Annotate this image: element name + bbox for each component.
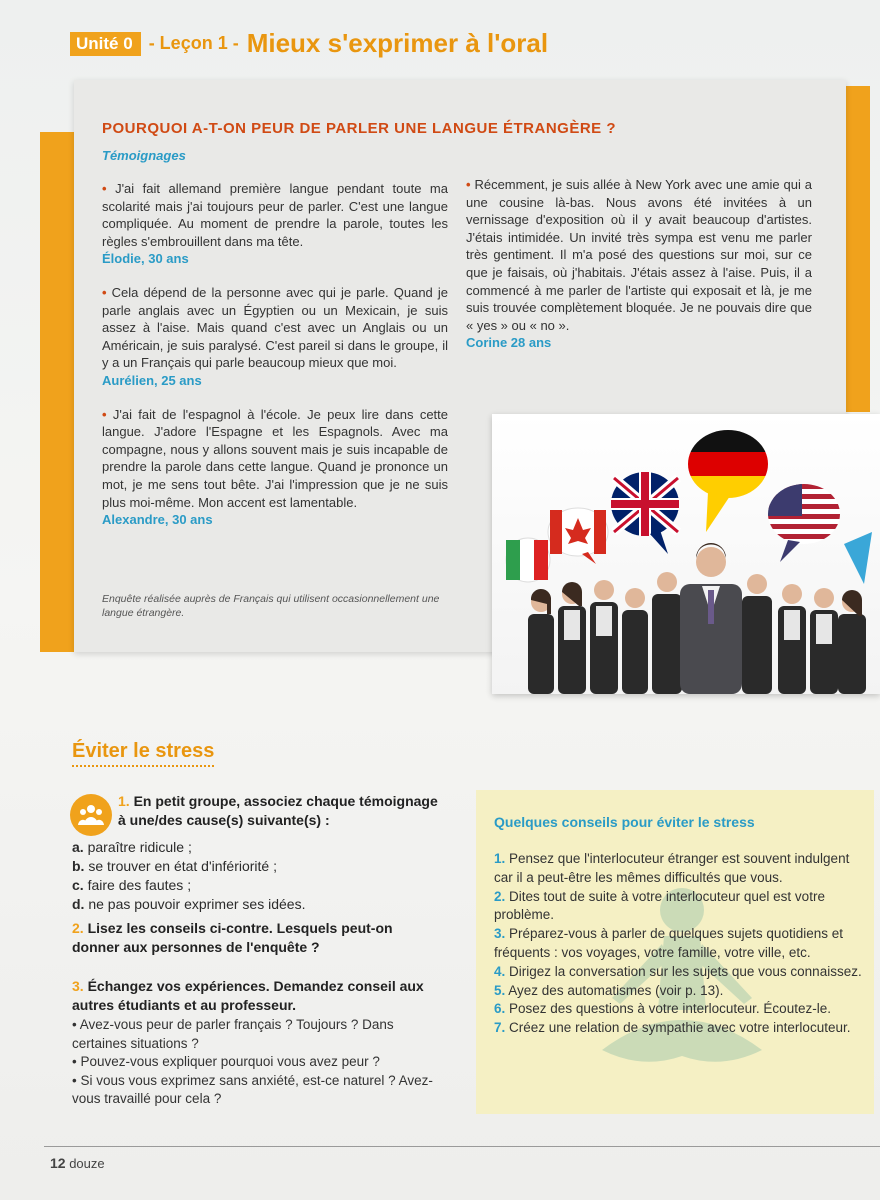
question-number: 2. [72, 920, 84, 936]
testimony-author: Élodie, 30 ans [102, 251, 189, 267]
card-subtitle: Témoignages [102, 148, 186, 163]
option-letter: a. [72, 839, 84, 855]
cause-options [72, 838, 305, 914]
lesson-header [70, 28, 548, 59]
option-letter: d. [72, 896, 85, 912]
question-text: En petit groupe, associez chaque témoignage à une/des cause(s) suivante(s) : [118, 793, 438, 828]
option-item [72, 876, 305, 895]
option-text: se trouver en état d'infériorité ; [88, 858, 278, 874]
bullet-icon: • [466, 177, 471, 192]
uk-flag-bubble-icon [611, 472, 679, 554]
question-3 [72, 977, 442, 1015]
tip-number: 2. [494, 888, 506, 904]
testimony-text: J'ai fait de l'espagnol à l'école. Je peux lire dans cette langue. J'adore l'Espagne et les Espagnols. Avec ma compagne, nous y allons souvent mais je suis incapable de prendre la parole dans cette langue. Quand je prononce un mot, je me sens tout bête. J'ai l'impression que je ne suis plus moi-même. Mon accent est lamentable. [102, 406, 448, 510]
option-item [72, 838, 305, 857]
unit-badge: Unité 0 [70, 32, 141, 56]
tip-number: 5. [494, 982, 506, 998]
question-text: Échangez vos expériences. Demandez conseil aux autres étudiants et au professeur. [72, 978, 424, 1013]
bullet-icon: • [102, 181, 107, 196]
testimony [102, 180, 448, 268]
testimony-author: Aurélien, 25 ans [102, 372, 202, 388]
testimony [102, 406, 448, 529]
footer-divider [44, 1146, 880, 1147]
tip-item [494, 925, 870, 963]
question-number: 1. [118, 793, 130, 809]
testimonies-right-column [466, 176, 812, 368]
page-title: Mieux s'exprimer à l'oral [246, 28, 549, 58]
option-text: faire des fautes ; [87, 877, 192, 893]
tip-item [494, 982, 870, 1001]
business-people-flags-photo [492, 414, 880, 694]
testimony-author: Alexandre, 30 ans [102, 512, 213, 528]
question-1 [118, 792, 448, 830]
italy-flag-bubble-icon [506, 538, 550, 582]
tip-number: 7. [494, 1020, 506, 1036]
option-text: ne pas pouvoir exprimer ses idées. [88, 896, 306, 912]
question-3-prompts [72, 1016, 442, 1109]
option-text: paraître ridicule ; [87, 839, 192, 855]
tip-text: Posez des questions à votre interlocuteur. Écoutez-le. [509, 1001, 831, 1017]
option-letter: b. [72, 858, 85, 874]
tips-title: Quelques conseils pour éviter le stress [494, 814, 755, 830]
page-footer [50, 1155, 105, 1171]
testimony [102, 284, 448, 390]
tip-item [494, 850, 870, 888]
tip-item [494, 1019, 870, 1038]
prompt-item: • Si vous vous exprimez sans anxiété, est-ce naturel ? Avez-vous travaillé pour cela ? [72, 1072, 433, 1106]
canada-flag-bubble-icon [548, 508, 608, 564]
tip-number: 3. [494, 926, 506, 942]
survey-note: Enquête réalisée auprès de Français qui utilisent occasionnellement une langue étrangère. [102, 593, 440, 619]
bullet-icon: • [102, 406, 107, 422]
usa-flag-bubble-icon [766, 482, 844, 562]
tip-number: 4. [494, 963, 506, 979]
tip-item [494, 963, 870, 982]
prompt-item: • Pouvez-vous expliquer pourquoi vous avez peur ? [72, 1054, 380, 1069]
card-title: POURQUOI A-T-ON PEUR DE PARLER UNE LANGUE ÉTRANGÈRE ? [102, 120, 617, 137]
tips-list [494, 850, 870, 1038]
tips-box [476, 790, 874, 1114]
tip-text: Ayez des automatismes (voir p. 13). [508, 982, 724, 998]
prompt-item: • Avez-vous peur de parler français ? Toujours ? Dans certaines situations ? [72, 1017, 394, 1051]
page-number: 12 [50, 1155, 66, 1171]
tip-item [494, 1000, 870, 1019]
tip-text: Préparez-vous à parler de quelques sujets quotidiens et fréquents : vos voyages, votre famille, votre ville, etc. [494, 926, 843, 960]
tip-text: Pensez que l'interlocuteur étranger est souvent indulgent car il a peut-être les mêmes difficultés que vous. [494, 851, 850, 885]
bullet-icon: • [102, 284, 107, 300]
testimony-text: J'ai fait allemand première langue pendant toute ma scolarité mais j'ai toujours peur de parler. C'est une langue compliquée. Au moment de prendre la parole, toutes les règles s'embrouillent dans ma tête. [102, 181, 448, 249]
blue-bubble-icon [844, 532, 872, 584]
tip-text: Dites tout de suite à votre interlocuteur quel est votre problème. [494, 888, 825, 923]
tip-item [494, 888, 870, 926]
testimonies-left-column [102, 180, 448, 545]
option-item [72, 857, 305, 876]
lesson-label: - Leçon 1 - [148, 33, 239, 53]
question-2 [72, 919, 432, 957]
tip-number: 1. [494, 851, 506, 866]
option-letter: c. [72, 877, 84, 893]
tip-text: Dirigez la conversation sur les sujets que vous connaissez. [509, 963, 862, 979]
testimony-author: Corine 28 ans [466, 335, 552, 351]
germany-flag-bubble-icon [686, 428, 770, 532]
business-people-group [528, 543, 866, 694]
testimony-text: Récemment, je suis allée à New York avec une amie qui a une cousine là-bas. Nous avons été invitées à un vernissage d'exposition où il y avait beaucoup d'artistes. J'étais intimidée. Un invité très sympa est venu me parler très gentiment. Il m'a posé des questions sur moi, sur ce que je faisais, où j'habitais. J'étais assez à l'aise. Puis, il a commencé à me parler de l'artiste qui exposait et là, je me suis trouvée complètement bloquée. Je ne pouvais dire que « yes » ou « no ». [466, 177, 812, 333]
people-illustration [492, 414, 880, 694]
section-title: Éviter le stress [72, 740, 214, 767]
question-number: 3. [72, 978, 84, 994]
tip-number: 6. [494, 1001, 506, 1017]
tip-text: Créez une relation de sympathie avec votre interlocuteur. [509, 1020, 851, 1036]
option-item [72, 895, 305, 914]
group-work-icon [70, 794, 112, 836]
page-word: douze [69, 1156, 105, 1171]
question-text: Lisez les conseils ci-contre. Lesquels peut-on donner aux personnes de l'enquête ? [72, 920, 393, 955]
testimony [466, 176, 812, 352]
testimony-text: Cela dépend de la personne avec qui je parle. Quand je parle anglais avec un Égyptien ou un Mexicain, je suis assez à l'aise. Mais quand c'est avec un Anglais ou un Américain, je suis paralysé. C'est pareil si dans le groupe, il y a un Français qui parle beaucoup mieux que moi. [102, 284, 448, 371]
